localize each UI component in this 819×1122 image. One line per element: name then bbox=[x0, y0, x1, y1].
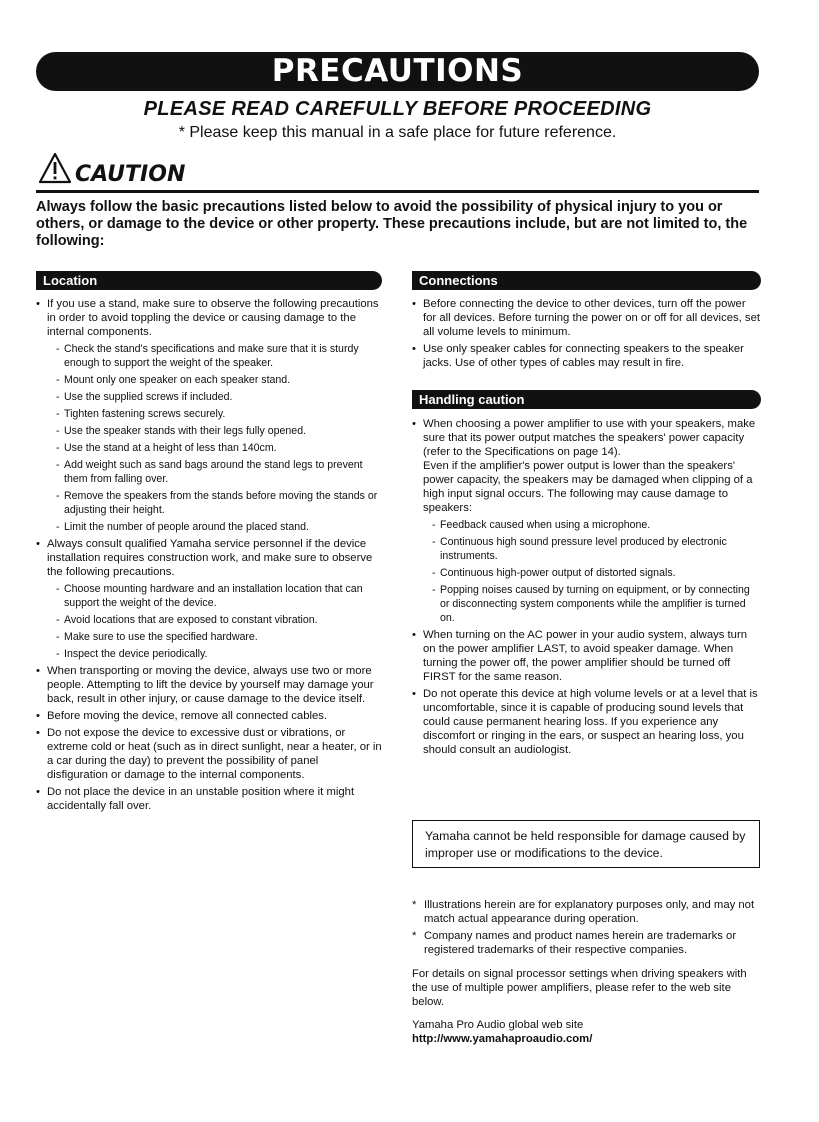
bullet-item bbox=[36, 785, 382, 813]
section-heading-handling bbox=[412, 390, 761, 409]
keep-manual-note: * Please keep this manual in a safe place for future reference. bbox=[178, 124, 617, 141]
bullet-text: Do not place the device in an unstable position where it might accidentally fall over. bbox=[47, 786, 355, 812]
sub-item: - Feedback caused when using a microphone. bbox=[432, 518, 761, 532]
bullet-text: When choosing a power amplifier to use with your speakers, make sure that its power output matches the speakers' power capacity (refer to the Specifications on page 14). bbox=[423, 418, 756, 458]
website-url-link[interactable]: http://www.yamahaproaudio.com/ bbox=[412, 1033, 593, 1045]
website-label: Yamaha Pro Audio global web site bbox=[412, 1019, 584, 1031]
sub-item: - Avoid locations that are exposed to constant vibration. bbox=[56, 613, 382, 627]
handling-list bbox=[412, 417, 761, 760]
bullet-text: Do not operate this device at high volume levels or at a level that is uncomfortable, since it is capable of producing sound levels that could cause permanent hearing loss. If you experience any discomfort or ringing in the ears, or suspect an hearing loss, you should consult an audiologist. bbox=[423, 688, 758, 756]
sub-item: - Popping noises caused by turning on equipment, or by connecting or disconnecting system components while the amplifier is turned on. bbox=[432, 583, 761, 625]
bullet-text: If you use a stand, make sure to observe the following precautions in order to avoid toppling the device or causing damage to the internal components. bbox=[47, 298, 379, 338]
caution-label: CAUTION bbox=[75, 162, 186, 187]
bullet-text: Do not expose the device to excessive dust or vibrations, or extreme cold or heat (such as in direct sunlight, near a heater, or in a car during the day) to prevent the possibility of panel disfiguration or damage to the internal components. bbox=[47, 727, 382, 781]
bullet-text: Before connecting the device to other devices, turn off the power for all devices. Before turning the power on or off for all devices, set all volume levels to minimum. bbox=[423, 298, 760, 338]
bullet-text: When turning on the AC power in your audio system, always turn on the power amplifier LAST, to avoid speaker damage. When turning the power off, the power amplifier should be turned off FIRST for the same reason. bbox=[423, 629, 748, 683]
section-heading-label: Location bbox=[43, 273, 98, 288]
sub-item: - Inspect the device periodically. bbox=[56, 647, 382, 661]
sub-item: - Check the stand's specifications and make sure that it is sturdy enough to support the weight of the speaker. bbox=[56, 342, 382, 370]
details-paragraph: For details on signal processor settings when driving speakers with the use of multiple power amplifiers, please refer to the web site below. bbox=[412, 968, 747, 1008]
bullet-item bbox=[36, 664, 382, 706]
sub-item: - Choose mounting hardware and an installation location that can support the weight of the device. bbox=[56, 582, 382, 610]
section-heading-label: Connections bbox=[419, 273, 498, 288]
caution-heading bbox=[36, 150, 759, 193]
bullet-item bbox=[36, 297, 382, 534]
sub-item: - Continuous high sound pressure level produced by electronic instruments. bbox=[432, 535, 761, 563]
sub-item: - Use the speaker stands with their legs fully opened. bbox=[56, 424, 382, 438]
bullet-text: Always consult qualified Yamaha service personnel if the device installation requires construction work, and make sure to observe the following precautions. bbox=[47, 538, 373, 578]
footnote: * Illustrations herein are for explanatory purposes only, and may not match actual appearance during operation. bbox=[412, 898, 762, 926]
subtitle: PLEASE READ CAREFULLY BEFORE PROCEEDING bbox=[143, 98, 652, 120]
bullet-item bbox=[412, 687, 761, 757]
sub-item: - Use the stand at a height of less than 140cm. bbox=[56, 441, 382, 455]
intro-paragraph: Always follow the basic precautions listed below to avoid the possibility of physical injury to you or others, or damage to the device or other property. These precautions include, but are not limited to, the following: bbox=[36, 199, 748, 249]
bullet-item bbox=[36, 726, 382, 782]
bullet-item bbox=[412, 417, 761, 625]
section-heading-label: Handling caution bbox=[419, 392, 525, 407]
bullet-item bbox=[412, 628, 761, 684]
sub-item: - Continuous high-power output of distorted signals. bbox=[432, 566, 761, 580]
connections-list bbox=[412, 297, 761, 373]
section-heading-location bbox=[36, 271, 382, 290]
bullet-item bbox=[36, 537, 382, 661]
bullet-extra-text: Even if the amplifier's power output is lower than the speakers' power capacity, the speakers may be damaged when clipping of a high input signal occurs. The following may cause damage to speakers: bbox=[423, 460, 753, 514]
bullet-text: Before moving the device, remove all connected cables. bbox=[47, 710, 328, 722]
bullet-text: When transporting or moving the device, always use two or more people. Attempting to lift the device by yourself may damage your back, result in other injury, or cause damage to the device itself. bbox=[47, 665, 374, 705]
liability-notice: Yamaha cannot be held responsible for damage caused by improper use or modifications to the device. bbox=[425, 829, 746, 860]
title-banner bbox=[36, 52, 759, 91]
footnotes bbox=[412, 898, 762, 960]
sub-item: - Add weight such as sand bags around the stand legs to prevent them from falling over. bbox=[56, 458, 382, 486]
bullet-item bbox=[36, 709, 382, 723]
warning-triangle-icon bbox=[38, 152, 72, 184]
location-list bbox=[36, 297, 382, 816]
liability-notice-box bbox=[412, 820, 760, 868]
sub-item: - Mount only one speaker on each speaker stand. bbox=[56, 373, 382, 387]
footnote: * Company names and product names herein are trademarks or registered trademarks of their respective companies. bbox=[412, 929, 762, 957]
section-heading-connections bbox=[412, 271, 761, 290]
sub-item: - Limit the number of people around the placed stand. bbox=[56, 520, 382, 534]
bullet-item bbox=[412, 297, 761, 339]
sub-item: - Use the supplied screws if included. bbox=[56, 390, 382, 404]
sub-item: - Tighten fastening screws securely. bbox=[56, 407, 382, 421]
sub-item: - Remove the speakers from the stands before moving the stands or adjusting their height. bbox=[56, 489, 382, 517]
bullet-item bbox=[412, 342, 761, 370]
sub-item: - Make sure to use the specified hardware. bbox=[56, 630, 382, 644]
page-title: PRECAUTIONS bbox=[271, 53, 524, 89]
bullet-text: Use only speaker cables for connecting speakers to the speaker jacks. Use of other types of cables may result in fire. bbox=[423, 343, 744, 369]
